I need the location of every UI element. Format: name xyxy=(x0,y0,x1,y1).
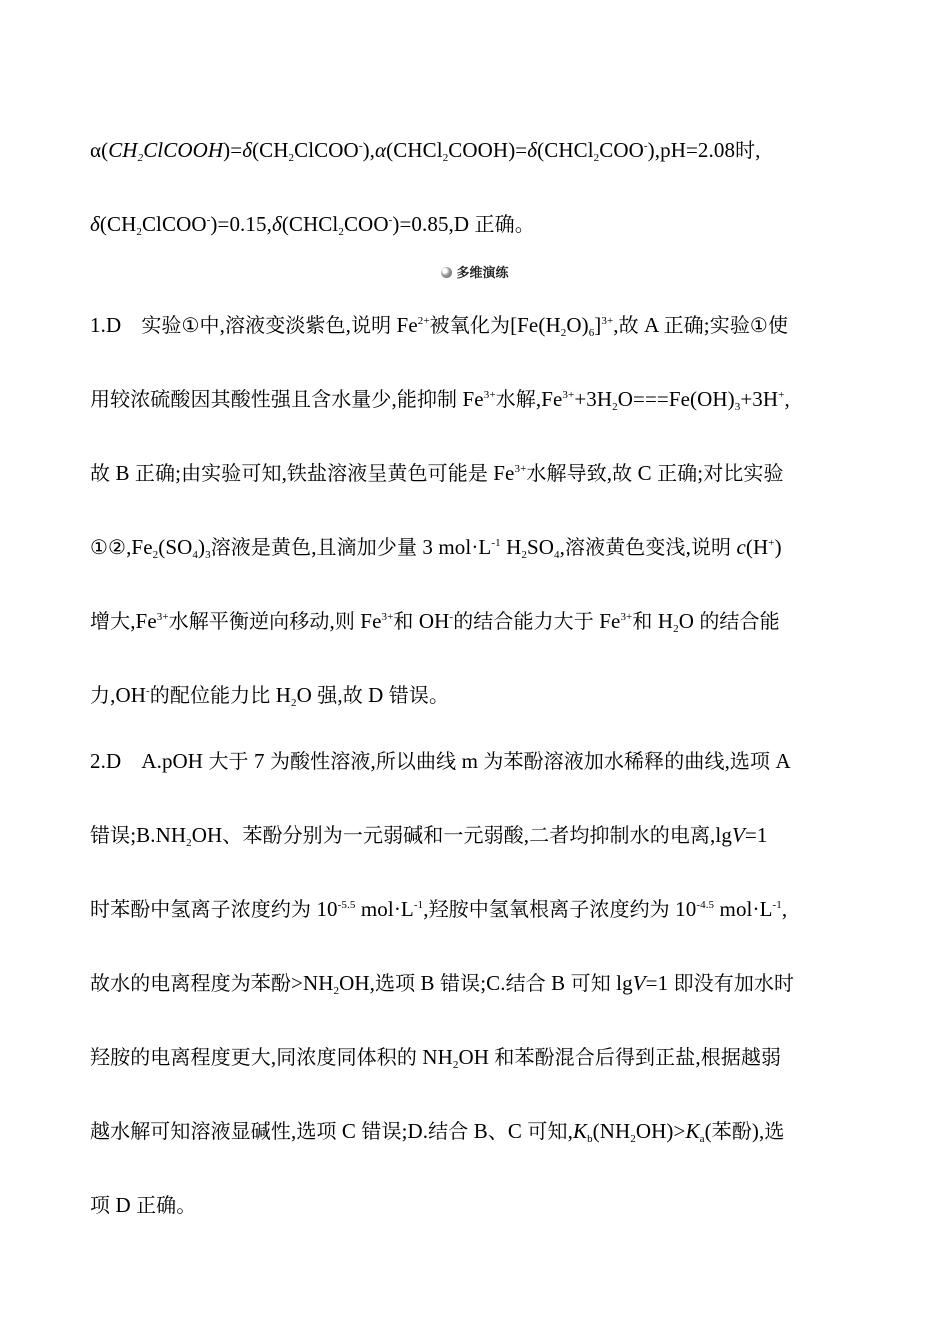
answer-1-line-2: 用较浓硫酸因其酸性强且含水量少,能抑制 $Fe^{3+}$水解$,Fe^{3+}+3H_2O===Fe(OH)_3+3H^+$, xyxy=(90,387,790,413)
answer-1-line-5: 增大$,Fe^{3+}$水解平衡逆向移动,则 $Fe^{3+}$和 OH-的结合能力大于 $Fe^{3+}$和 $H_2O$ 的结合能 xyxy=(90,609,780,635)
answer-1-line-6: 力,OH-的配位能力比 $H_2O$ 强,故 D 错误。 xyxy=(90,683,450,709)
intro-line-1: $\alpha(CH_2ClCOOH)=\delta(CH_2ClCOO^-),\alpha(CHCl_2COOH)=\delta(CHCl_2COO^-),pH=2.08$时, xyxy=(90,138,761,164)
section-title: 多维演练 xyxy=(456,266,509,281)
answer-2-line-4: 故水的电离程度为苯酚$>NH_2OH$,选项 B 错误;C.结合 B 可知 lgV=1 即没有加水时 xyxy=(90,971,795,997)
section-header xyxy=(0,262,950,281)
answer-2-line-2: 错误$;B.NH_2OH$、苯酚分别为一元弱碱和一元弱酸,二者均抑制水的电离,lgV=1 xyxy=(90,823,768,849)
intro-line-2: $\delta(CH_2ClCOO^-)=0.15,\delta(CHCl_2COO^-)=0.85,D$ 正确。 xyxy=(90,212,535,238)
answer-1-line-3: 故 B 正确;由实验可知,铁盐溶液呈黄色可能是 $Fe^{3+}$水解导致,故 C 正确;对比实验 xyxy=(90,461,784,485)
answer-2-line-3: 时苯酚中氢离子浓度约为 $10^{-5.5}$ $mol\cdot L^{-1}$,羟胺中氢氧根离子浓度约为 $10^{-4.5}$ $mol\cdot L^{-1}$, xyxy=(90,897,788,921)
answer-2-line-7: 项 D 正确。 xyxy=(90,1193,197,1217)
answer-1-line-1: 1.D 实验①中,溶液变淡紫色,说明 $Fe^{2+}$被氧化为$[Fe(H_2O)_6]^{3+}$,故 A 正确;实验①使 xyxy=(90,313,789,339)
answer-1-line-4: $①②,Fe_2(SO_4)_3$溶液是黄色,且滴加少量 3 $mol\cdot L^{-1}$ $H_2SO_4$,溶液黄色变浅,说明 c(H+) xyxy=(90,535,782,561)
answer-2-line-6: 越水解可知溶液显碱性,选项 C 错误;D.结合 B、C 可知$,K_b(NH_2OH)>K_a$(苯酚),选 xyxy=(90,1119,785,1145)
circle-badge-icon xyxy=(441,267,452,278)
answer-2-line-1: 2.D A.pOH 大于 7 为酸性溶液,所以曲线 m 为苯酚溶液加水稀释的曲线,选项 A xyxy=(90,749,791,773)
answer-2-line-5: 羟胺的电离程度更大,同浓度同体积的 $NH_2OH$ 和苯酚混合后得到正盐,根据越弱 xyxy=(90,1045,782,1071)
